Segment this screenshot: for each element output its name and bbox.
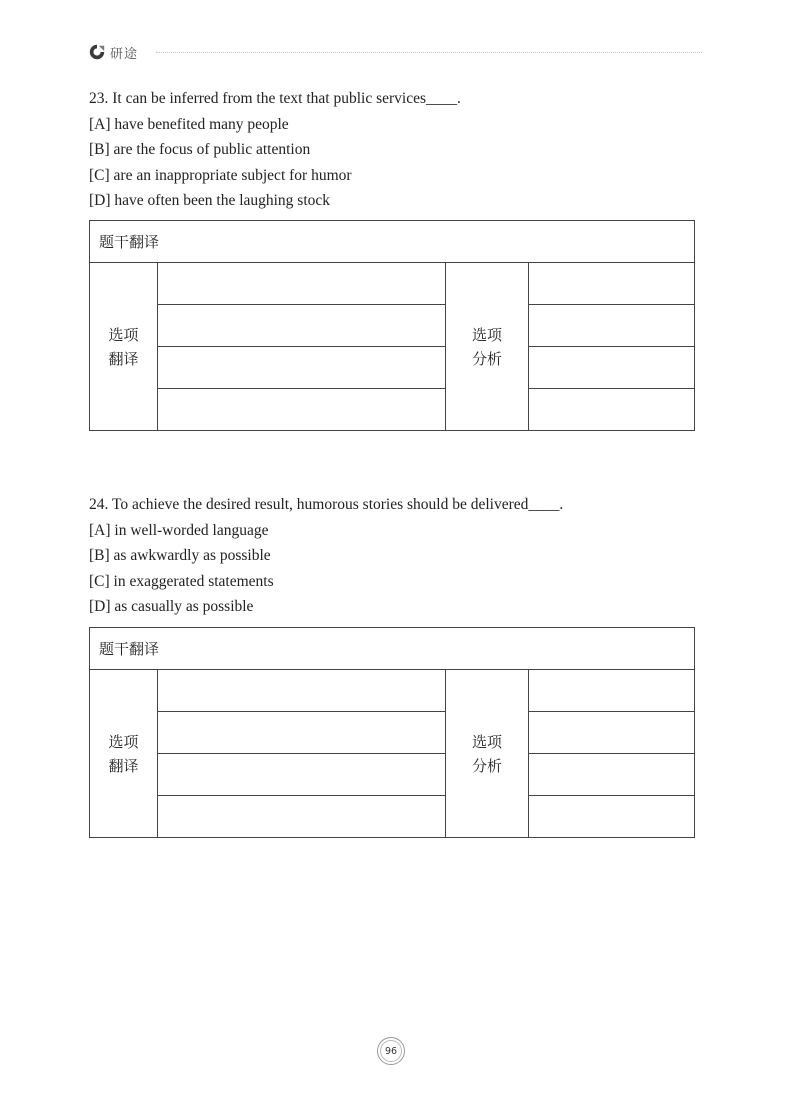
answer-table-24	[89, 627, 695, 838]
option-analysis-label-line2: 分析	[471, 756, 502, 775]
translation-cell-a[interactable]	[158, 670, 446, 712]
analysis-cell-d[interactable]	[529, 389, 695, 431]
option-analysis-label-line1: 选项	[471, 325, 502, 344]
page-number-badge	[377, 1037, 405, 1065]
stem-translation-label: 题干翻译	[90, 628, 695, 670]
analysis-cell-d[interactable]	[529, 796, 695, 838]
translation-cell-b[interactable]	[158, 712, 446, 754]
stem-translation-label: 题干翻译	[90, 221, 695, 263]
question-stem: 24. To achieve the desired result, humorous stories should be delivered____.	[89, 496, 564, 513]
analysis-cell-c[interactable]	[529, 754, 695, 796]
logo-icon	[88, 43, 106, 61]
option-translation-label	[90, 263, 158, 431]
option-analysis-label	[446, 670, 529, 838]
option-a: [A] in well-worded language	[89, 521, 269, 539]
option-b: [B] are the focus of public attention	[89, 141, 311, 158]
analysis-cell-b[interactable]	[529, 305, 695, 347]
header-divider	[156, 52, 702, 53]
option-translation-label-line2: 翻译	[108, 349, 139, 368]
analysis-cell-a[interactable]	[529, 670, 695, 712]
question-stem: 23. It can be inferred from the text that public services____.	[89, 90, 461, 107]
option-c: [C] are an inappropriate subject for humor	[89, 166, 352, 184]
option-analysis-label	[446, 263, 529, 431]
option-translation-label	[90, 670, 158, 838]
option-a: [A] have benefited many people	[89, 115, 289, 133]
option-c: [C] in exaggerated statements	[89, 572, 274, 590]
translation-cell-a[interactable]	[158, 263, 446, 305]
option-translation-label-line2: 翻译	[108, 756, 139, 775]
option-b: [B] as awkwardly as possible	[89, 547, 271, 564]
translation-cell-d[interactable]	[158, 389, 446, 431]
translation-cell-c[interactable]	[158, 754, 446, 796]
option-d: [D] have often been the laughing stock	[89, 192, 331, 209]
translation-cell-c[interactable]	[158, 347, 446, 389]
logo	[88, 43, 138, 62]
page-number: 96	[384, 1045, 398, 1057]
logo-text: 研途	[110, 46, 139, 62]
analysis-cell-a[interactable]	[529, 263, 695, 305]
option-analysis-label-line1: 选项	[471, 732, 502, 751]
option-translation-label-line1: 选项	[108, 325, 139, 344]
translation-cell-b[interactable]	[158, 305, 446, 347]
answer-table-23	[89, 220, 695, 431]
translation-cell-d[interactable]	[158, 796, 446, 838]
question-23	[89, 86, 709, 214]
analysis-cell-b[interactable]	[529, 712, 695, 754]
option-d: [D] as casually as possible	[89, 598, 254, 615]
analysis-cell-c[interactable]	[529, 347, 695, 389]
question-24	[89, 492, 709, 620]
page-header	[88, 40, 702, 64]
option-translation-label-line1: 选项	[108, 732, 139, 751]
option-analysis-label-line2: 分析	[471, 349, 502, 368]
